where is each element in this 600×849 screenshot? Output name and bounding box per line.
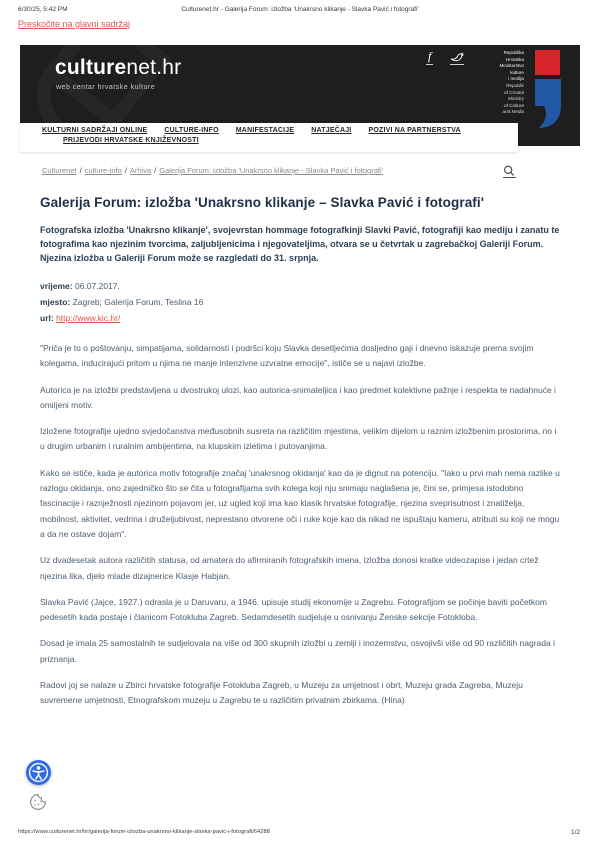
print-page-number: 1/2 [570,829,580,836]
cookie-icon [29,793,47,811]
meta-vrijeme-value: 06.07.2017. [74,281,120,291]
article-lead: Fotografska izložba 'Unakrsno klikanje', svojevrstan hommage fotografkinji Slavki Pavić, fotografiji kao mediju i zanatu te fotografima kao njezinim tvorcima, zaljubljenicima i njegovateljima, otvara se u četvrtak u zagrebačkoj Galeriji Forum. Njezina izložba u Galeriji Forum može se razgledati do 31. srpnja. [40,225,560,263]
paragraph: Uz dvadesetak autora različitih statusa, od amatera do afirmiranih fotografskih imena, izložba donosi kratke videozapise i jedan crtež njezina lika, djelo mlade dizajnerice Klasje Habjan. [40,555,539,581]
accessibility-widget-button[interactable] [26,760,51,785]
ministry-logo-blue-comma [535,79,561,128]
ministry-line-en: Republic [506,82,524,88]
meta-vrijeme-label: vrijeme: [40,281,73,291]
print-document-title: Culturenet.hr - Galerija Forum: izložba 'Unakrsno klikanje - Slavka Pavić i fotografi' [181,6,419,13]
paragraph: Autorica je na izložbi predstavljena u dvostrukoj ulozi, kao autorica-snimateljica i kao predmet kolektivne pažnje i respekta te nadahnuće i omiljeni motiv. [40,384,556,410]
nav-item-pozivi-na-partnerstva[interactable]: POZIVI NA PARTNERSTVA [368,127,461,134]
print-datetime: 6/30/25, 5:42 PM [18,6,68,13]
breadcrumb-link-arhiva[interactable]: Arhiva [129,166,152,175]
print-footer-url: https://www.culturenet.hr/hr/galerija-forum-izlozba-unakrsno-klikanje-slavka-pavic-i-fotografi/64288 [18,829,270,835]
ministry-line-en: Ministry [508,96,524,102]
ministry-line-en: and Media [502,109,524,115]
ministry-line-en: of Culture [504,102,524,108]
breadcrumb-link-culture-info[interactable]: culture-info [84,166,122,175]
article-body [40,341,562,709]
meta-url [40,310,562,326]
site-banner [20,45,580,123]
paragraph: "Priča je to o poštovanju, simpatijama, solidarnosti i podršci koju Slavka desetljećima dosljedno gaji i dnevno iskazuje prema svojim kolegama, inducirajući pritom u njima ne manje intenzivne uzvratne emocije", ističe se u najavi izložbe. [40,343,534,369]
main-navigation [20,123,518,152]
logo-bold-part: culture [55,56,127,79]
ministry-line: i medija [508,76,524,82]
accessibility-icon [28,762,49,783]
meta-mjesto [40,294,562,310]
ministry-line: Ministarstvo [499,63,524,69]
nav-item-culture-info[interactable]: CULTURE-INFO [164,127,219,134]
ministry-line: Republika [503,50,524,55]
nav-item-kulturni-sadrzaji-online[interactable]: KULTURNI SADRŽAJI ONLINE [42,127,148,134]
meta-vrijeme [40,278,562,294]
skip-to-content-link[interactable]: Preskočite na glavni sadržaj [18,19,131,29]
facebook-icon[interactable]: f [428,49,432,63]
site-tagline: web centar hrvatske kulture [56,84,156,91]
ministry-logo-red-square [535,50,560,75]
cookie-settings-button[interactable] [29,793,47,811]
nav-item-manifestacije[interactable]: MANIFESTACIJE [235,127,295,134]
breadcrumb-separator: / [124,166,127,175]
paragraph: Dosad je imala 25 samostalnih te sudjelovala na više od 300 skupnih izložbi u zemlji i inozemstvu, osvojivši više od 90 različitih nagrada i priznanja. [40,638,555,664]
breadcrumb-link-culturenet[interactable]: Culturenet [42,166,77,175]
nav-item-natjecaji[interactable]: NATJEČAJI [311,127,352,134]
breadcrumb-current-page[interactable]: Galerija Forum: izložba 'Unakrsno klikanje - Slavka Pavić i fotografi' [159,166,384,175]
logo-rest-part: net.hr [126,56,182,79]
paragraph: Kako se ističe, kada je autorica motiv fotografije značaj 'unakrsnog okidanja' kao da je dignut na potenciju. "Iako u prvi mah nema razlike u razlogu okidanja, ono zajedničko što se čita u fotografijama svih kolega koji nju snimaju naglašena je, čini se, primjesa istodobno fascinacije i raznježnosti njezinom pojavom jer, uz ugled koji ima kao klasik hrvatske fotografije, njezina sveprisutnost i znatiželja, mobilnost, aktivitet, vedrina i druželjubivost, neprestano otvorene oči i ruke koje kao da nikad ne ispuštaju kameru, atributi su koji ne mogu a da ne ostave dojam". [40,467,560,539]
paragraph: Izložene fotografije ujedno svjedočanstva međusobnih susreta na različitim mjestima, velikim dijelom u raznim izložbenim prostorima, no i u drugim urbanim i ruralnim ambijentima, na klupskim izletima i putovanjima. [40,426,557,452]
breadcrumb [42,166,492,175]
meta-mjesto-value: Zagreb; Galerija Forum, Teslina 16 [72,297,204,307]
breadcrumb-separator: / [154,166,157,175]
ministry-of-culture-logo-text[interactable] [454,50,524,116]
paragraph: Slavka Pavić (Jajce, 1927.) odrasla je u Daruvaru, a 1946. upisuje studij ekonomije u Zagrebu. Fotografijom se počinje baviti početkom pedesetih kada postaje i članicom Fotokluba Zagreb. Sedamdesetih sudjeluje u osnivanju Ženske sekcije Fotokloba. [40,596,547,623]
nav-item-prijevodi-hrvatske-knjizevnosti[interactable]: PRIJEVODI HRVATSKE KNJIŽEVNOSTI [63,137,199,144]
external-url-link[interactable]: http://www.kic.hr/ [56,313,121,323]
article-title: Galerija Forum: izložba 'Unakrsno klikanje – Slavka Pavić i fotografi' [40,195,485,210]
ministry-line: Hrvatska [505,56,524,62]
ministry-line-en: of Croatia [504,89,524,95]
ministry-line: kulture [510,69,524,75]
article [40,195,562,720]
search-icon[interactable] [503,164,516,178]
paragraph: Radovi joj se nalaze u Zbirci hrvatske fotografije Fotokluba Zagreb, u Muzeju za umjetnost i obrt, Muzeju grada Zagreba, Muzeju suvremene umjetnosti, Etnografskom muzeju u Zagrebu te u različitim privatnim zbirkama. (Hina) [40,680,523,706]
meta-url-label: url: [40,313,54,323]
breadcrumb-separator: / [79,166,82,175]
site-logo[interactable] [55,56,181,80]
meta-mjesto-label: mjesto: [40,297,71,307]
